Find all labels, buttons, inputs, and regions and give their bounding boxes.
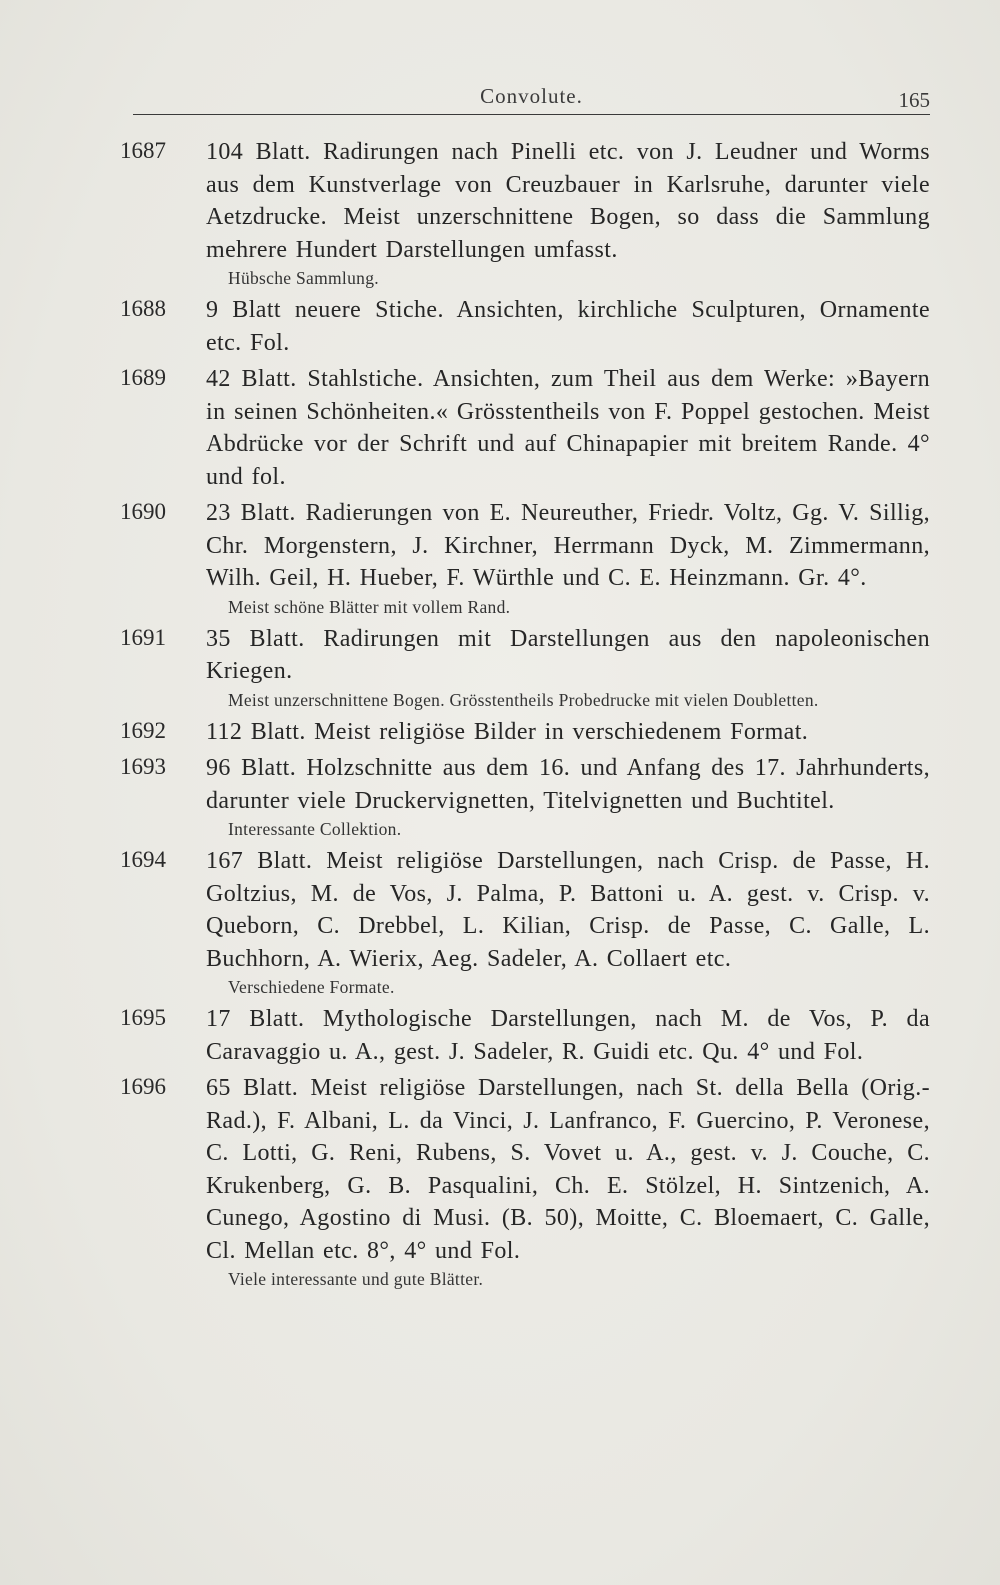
entry-number: 1687 [120,138,166,163]
catalog-entry-1695 [108,1003,930,1068]
entry-description: 112 Blatt. Meist religiöse Bilder in verschiedenem Format. [206,718,809,745]
entry-note: Verschiedene Formate. [228,977,395,997]
catalog-entries [108,136,930,1295]
entry-number: 1690 [120,499,166,524]
entry-note: Interessante Collektion. [228,819,402,839]
entry-number: 1693 [120,754,166,779]
catalog-entry-1690 [108,497,930,619]
entry-number: 1689 [120,365,166,390]
catalog-entry-1687 [108,136,930,290]
catalog-entry-1692 [108,716,930,749]
running-title: Convolute. [480,84,583,108]
catalog-entry-1689 [108,363,930,493]
entry-description: 35 Blatt. Radirungen mit Darstellungen aus den napoleonischen Kriegen. [206,625,930,684]
entry-description: 167 Blatt. Meist religiöse Darstellungen, nach Crisp. de Passe, H. Goltzius, M. de Vos, J. Palma, P. Battoni u. A. gest. v. Crisp. v. Queborn, C. Drebbel, L. Kilian, Crisp. de Passe, C. Galle, L. Buchhorn, A. Wierix, Aeg. Sadeler, A. Collaert etc. [206,848,930,972]
entry-note: Viele interessante und gute Blätter. [228,1269,484,1289]
catalog-entry-1696 [108,1072,930,1291]
entry-number: 1688 [120,296,166,321]
catalog-entry-1693 [108,752,930,841]
entry-description: 9 Blatt neuere Stiche. Ansichten, kirchliche Sculpturen, Ornamente etc. Fol. [206,297,930,356]
entry-number: 1695 [120,1005,166,1030]
page-number: 165 [898,88,930,112]
entry-description: 17 Blatt. Mythologische Darstellungen, nach M. de Vos, P. da Caravaggio u. A., gest. J. Sadeler, R. Guidi etc. Qu. 4° und Fol. [206,1006,930,1065]
entry-number: 1696 [120,1074,166,1099]
entry-note: Meist unzerschnittene Bogen. Grösstentheils Probedrucke mit vielen Doubletten. [228,689,819,710]
catalog-entry-1691 [108,623,930,712]
catalog-entry-1688 [108,294,930,359]
entry-description: 96 Blatt. Holzschnitte aus dem 16. und Anfang des 17. Jahrhunderts, darunter viele Druckervignetten, Titelvignetten und Buchtitel. [206,755,930,814]
entry-note: Meist schöne Blätter mit vollem Rand. [228,596,511,617]
catalog-entry-1694 [108,845,930,999]
running-head [133,78,930,115]
entry-description: 23 Blatt. Radierungen von E. Neureuther, Friedr. Voltz, Gg. V. Sillig, Chr. Morgenstern, J. Kirchner, Herrmann Dyck, M. Zimmermann, Wilh. Geil, H. Hueber, F. Würthle und C. E. Heinzmann. Gr. 4°. [206,500,930,591]
entry-description: 65 Blatt. Meist religiöse Darstellungen, nach St. della Bella (Orig.-Rad.), F. Albani, L. da Vinci, J. Lanfranco, F. Guercino, P. Veronese, C. Lotti, G. Reni, Rubens, S. Vovet u. A., gest. v. J. Couche, C. Krukenberg, G. B. Pasqualini, Ch. E. Stölzel, H. Sintzenich, A. Cunego, Agostino di Musi. (B. 50), Moitte, C. Bloemaert, C. Galle, Cl. Mellan etc. 8°, 4° und Fol. [206,1075,930,1264]
entry-description: 42 Blatt. Stahlstiche. Ansichten, zum Theil aus dem Werke: »Bayern in seinen Schönheiten.« Grösstentheils von F. Poppel gestochen. Meist Abdrücke vor der Schrift und auf Chinapapier mit breitem Rande. 4° und fol. [206,366,930,490]
entry-number: 1694 [120,847,166,872]
entry-number: 1692 [120,717,166,743]
entry-number: 1691 [120,624,166,650]
entry-note: Hübsche Sammlung. [228,268,379,288]
entry-description: 104 Blatt. Radirungen nach Pinelli etc. von J. Leudner und Worms aus dem Kunstverlage von Creuzbauer in Karlsruhe, darunter viele Aetzdrucke. Meist unzerschnittene Bogen, so dass die Sammlung mehrere Hundert Darstellungen umfasst. [206,139,930,263]
